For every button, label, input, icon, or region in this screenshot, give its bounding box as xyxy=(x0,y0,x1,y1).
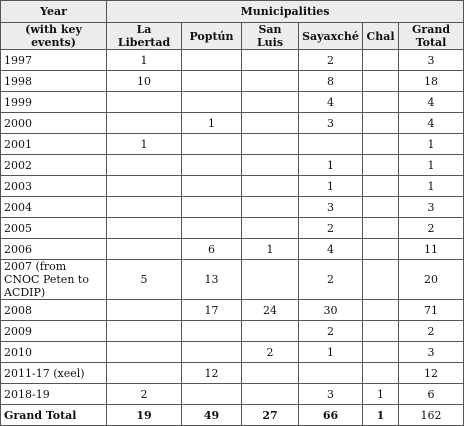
row-year: 2010 xyxy=(1,342,107,363)
cell-poptun: 13 xyxy=(182,260,242,300)
table-row xyxy=(1,260,464,300)
cell-grand-total: 11 xyxy=(399,239,464,260)
total-sayaxche: 66 xyxy=(299,405,363,426)
cell-sayaxche: 4 xyxy=(299,239,363,260)
table-row xyxy=(1,363,464,384)
table-row xyxy=(1,71,464,92)
cell-la-libertad xyxy=(107,92,182,113)
year-header: Year xyxy=(1,1,107,23)
table-row xyxy=(1,218,464,239)
cell-poptun xyxy=(182,218,242,239)
table-row xyxy=(1,197,464,218)
cell-sayaxche: 1 xyxy=(299,176,363,197)
row-year: 2006 xyxy=(1,239,107,260)
cell-grand-total: 3 xyxy=(399,197,464,218)
col-header-poptun: Poptún xyxy=(182,23,242,50)
cell-poptun: 6 xyxy=(182,239,242,260)
row-year: 2007 (from CNOC Peten to ACDIP) xyxy=(1,260,107,300)
cell-la-libertad xyxy=(107,363,182,384)
table-row xyxy=(1,113,464,134)
cell-sayaxche: 1 xyxy=(299,155,363,176)
cell-chal xyxy=(363,113,399,134)
cell-san-luis xyxy=(242,92,299,113)
cell-poptun: 12 xyxy=(182,363,242,384)
col-header-chal: Chal xyxy=(363,23,399,50)
cell-la-libertad xyxy=(107,113,182,134)
cell-grand-total: 2 xyxy=(399,218,464,239)
cell-la-libertad xyxy=(107,176,182,197)
cell-poptun xyxy=(182,197,242,218)
cell-sayaxche: 30 xyxy=(299,300,363,321)
row-year: 2011-17 (xeel) xyxy=(1,363,107,384)
cell-sayaxche: 1 xyxy=(299,342,363,363)
table-row xyxy=(1,239,464,260)
cell-poptun xyxy=(182,321,242,342)
year-subheader: (with key events) xyxy=(1,23,107,50)
cell-la-libertad xyxy=(107,155,182,176)
cell-san-luis xyxy=(242,50,299,71)
cell-sayaxche: 2 xyxy=(299,260,363,300)
cell-san-luis xyxy=(242,134,299,155)
cell-grand-total: 2 xyxy=(399,321,464,342)
cell-poptun xyxy=(182,155,242,176)
row-year: 1999 xyxy=(1,92,107,113)
table-row xyxy=(1,300,464,321)
table-row xyxy=(1,384,464,405)
table-row xyxy=(1,92,464,113)
cell-poptun: 17 xyxy=(182,300,242,321)
cell-sayaxche xyxy=(299,363,363,384)
table-row xyxy=(1,50,464,71)
header-row-2 xyxy=(1,23,464,50)
total-chal: 1 xyxy=(363,405,399,426)
col-header-san-luis: San Luis xyxy=(242,23,299,50)
row-year: 1997 xyxy=(1,50,107,71)
header-row-1 xyxy=(1,1,464,23)
cell-san-luis: 2 xyxy=(242,342,299,363)
cell-grand-total: 4 xyxy=(399,92,464,113)
table-row xyxy=(1,321,464,342)
table-row xyxy=(1,176,464,197)
table-row xyxy=(1,342,464,363)
cell-poptun xyxy=(182,92,242,113)
cell-grand-total: 12 xyxy=(399,363,464,384)
cell-chal xyxy=(363,342,399,363)
table-row xyxy=(1,134,464,155)
cell-la-libertad xyxy=(107,218,182,239)
cell-poptun xyxy=(182,176,242,197)
cell-grand-total: 1 xyxy=(399,176,464,197)
row-year: 2001 xyxy=(1,134,107,155)
row-year: 2003 xyxy=(1,176,107,197)
grand-total-label: Grand Total xyxy=(1,405,107,426)
cell-san-luis xyxy=(242,363,299,384)
cell-poptun xyxy=(182,71,242,92)
cell-san-luis xyxy=(242,218,299,239)
cell-chal xyxy=(363,155,399,176)
cell-poptun xyxy=(182,50,242,71)
row-year: 2000 xyxy=(1,113,107,134)
col-header-grand-total: Grand Total xyxy=(399,23,464,50)
cell-la-libertad: 1 xyxy=(107,50,182,71)
cell-la-libertad xyxy=(107,239,182,260)
cell-poptun: 1 xyxy=(182,113,242,134)
cell-la-libertad xyxy=(107,197,182,218)
cell-san-luis: 1 xyxy=(242,239,299,260)
row-year: 2004 xyxy=(1,197,107,218)
cell-grand-total: 3 xyxy=(399,50,464,71)
row-year: 2002 xyxy=(1,155,107,176)
cell-sayaxche: 8 xyxy=(299,71,363,92)
cell-grand-total: 71 xyxy=(399,300,464,321)
cell-san-luis xyxy=(242,321,299,342)
cell-la-libertad: 10 xyxy=(107,71,182,92)
cell-sayaxche: 3 xyxy=(299,113,363,134)
cell-chal xyxy=(363,134,399,155)
cell-la-libertad: 5 xyxy=(107,260,182,300)
cell-chal xyxy=(363,260,399,300)
cell-san-luis xyxy=(242,197,299,218)
cell-san-luis xyxy=(242,384,299,405)
cell-la-libertad xyxy=(107,321,182,342)
total-la-libertad: 19 xyxy=(107,405,182,426)
cell-la-libertad xyxy=(107,300,182,321)
cell-chal xyxy=(363,300,399,321)
cell-chal xyxy=(363,71,399,92)
cell-grand-total: 4 xyxy=(399,113,464,134)
total-grand-total: 162 xyxy=(399,405,464,426)
row-year: 2008 xyxy=(1,300,107,321)
cell-san-luis xyxy=(242,176,299,197)
col-header-la-libertad: La Libertad xyxy=(107,23,182,50)
cell-chal xyxy=(363,218,399,239)
cell-grand-total: 1 xyxy=(399,134,464,155)
row-year: 2009 xyxy=(1,321,107,342)
cell-san-luis xyxy=(242,155,299,176)
total-san-luis: 27 xyxy=(242,405,299,426)
cell-sayaxche: 2 xyxy=(299,50,363,71)
cell-chal xyxy=(363,50,399,71)
row-year: 1998 xyxy=(1,71,107,92)
col-header-sayaxche: Sayaxché xyxy=(299,23,363,50)
cell-chal: 1 xyxy=(363,384,399,405)
cell-poptun xyxy=(182,342,242,363)
table-row xyxy=(1,155,464,176)
cell-poptun xyxy=(182,384,242,405)
cell-chal xyxy=(363,363,399,384)
cell-grand-total: 6 xyxy=(399,384,464,405)
cell-la-libertad: 2 xyxy=(107,384,182,405)
total-poptun: 49 xyxy=(182,405,242,426)
cell-san-luis xyxy=(242,113,299,134)
cell-chal xyxy=(363,197,399,218)
cell-san-luis xyxy=(242,71,299,92)
table-body xyxy=(1,50,464,426)
row-year: 2018-19 xyxy=(1,384,107,405)
cell-san-luis xyxy=(242,260,299,300)
cell-chal xyxy=(363,176,399,197)
cell-sayaxche: 4 xyxy=(299,92,363,113)
cell-poptun xyxy=(182,134,242,155)
grand-total-row xyxy=(1,405,464,426)
cell-sayaxche: 2 xyxy=(299,321,363,342)
row-year: 2005 xyxy=(1,218,107,239)
cell-san-luis: 24 xyxy=(242,300,299,321)
cell-grand-total: 1 xyxy=(399,155,464,176)
cell-grand-total: 18 xyxy=(399,71,464,92)
cell-la-libertad: 1 xyxy=(107,134,182,155)
cell-grand-total: 3 xyxy=(399,342,464,363)
cell-chal xyxy=(363,321,399,342)
cell-chal xyxy=(363,92,399,113)
cell-sayaxche: 3 xyxy=(299,384,363,405)
cell-sayaxche xyxy=(299,134,363,155)
municipalities-header: Municipalities xyxy=(107,1,464,23)
cell-sayaxche: 3 xyxy=(299,197,363,218)
cell-grand-total: 20 xyxy=(399,260,464,300)
cell-chal xyxy=(363,239,399,260)
cell-sayaxche: 2 xyxy=(299,218,363,239)
cell-la-libertad xyxy=(107,342,182,363)
